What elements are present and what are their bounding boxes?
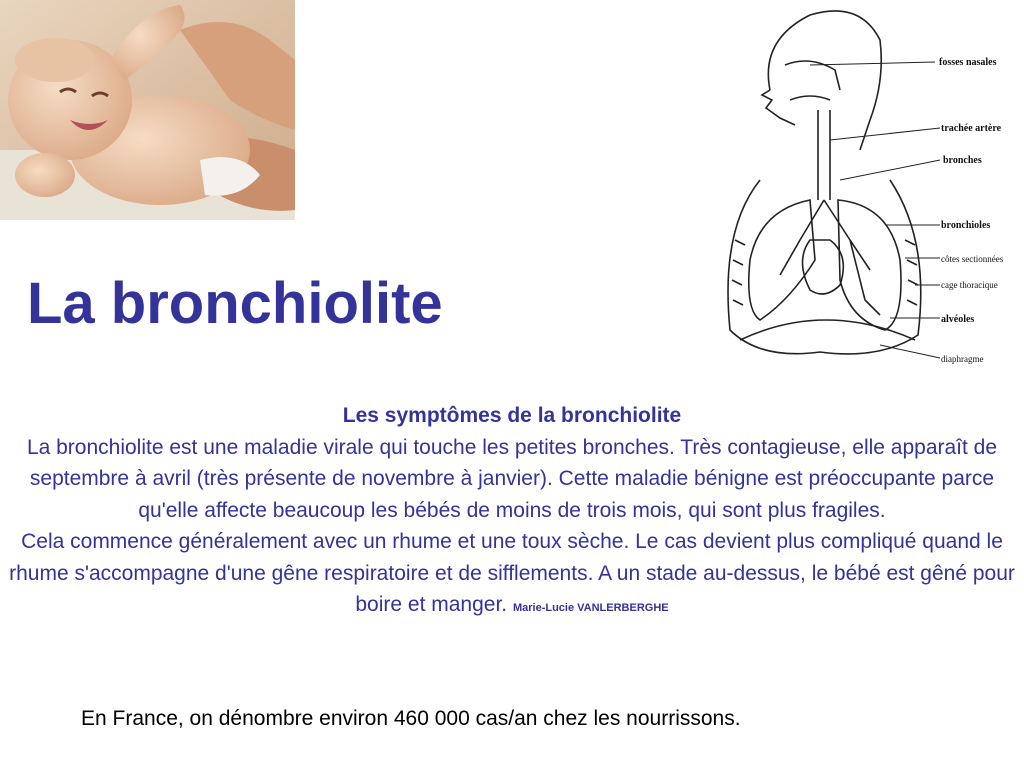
symptoms-paragraph-2 — [5, 526, 1019, 625]
heart — [803, 240, 844, 294]
label-diaphragme: diaphragme — [941, 354, 984, 364]
diaphragm-curve — [740, 320, 915, 340]
label-cage: cage thoracique — [941, 280, 998, 290]
head-outline — [768, 11, 881, 150]
respiratory-diagram-svg — [700, 0, 1024, 372]
label-cotes: côtes sectionnées — [941, 254, 1004, 264]
torso-outline — [728, 180, 921, 354]
symptoms-text-block — [5, 400, 1019, 625]
face-profile — [762, 90, 795, 125]
label-alveoles: alvéoles — [941, 314, 975, 325]
respiratory-diagram — [700, 0, 1024, 372]
baby-image — [0, 0, 295, 220]
leader-fosses — [810, 62, 935, 65]
lung-right — [838, 200, 901, 330]
bronchi-tree — [780, 200, 880, 315]
symptoms-paragraph-2-text: Cela commence généralement avec un rhume et une toux sèche. Le cas devient plus compliqué quand le rhume s'accompagne d'une gêne respiratoire et de sifflements. A un stade au-dessus, le bébé est gêné pour boire et manger. — [9, 530, 1015, 616]
mouth-cavity — [790, 96, 830, 100]
ribs — [732, 240, 918, 305]
slide-title: La bronchiolite — [27, 271, 443, 336]
footer-statistic: En France, on dénombre environ 460 000 cas/an chez les nourrissons. — [81, 707, 741, 730]
leader-diaphragme — [880, 345, 940, 358]
label-bronches: bronches — [943, 155, 982, 166]
symptoms-paragraph-1: La bronchiolite est une maladie virale qui touche les petites bronches. Très contagieuse, elle apparaît de septembre à avril (très présente de novembre à janvier). Cette maladie bénigne est préoccupante parce qu'elle affecte beaucoup les bébés de moins de trois mois, qui sont plus fragiles. — [26, 435, 998, 522]
author-signature: Marie-Lucie VANLERBERGHE — [512, 602, 669, 614]
label-trachee: trachée artère — [941, 123, 1002, 134]
lung-left — [749, 200, 815, 320]
leader-trachee — [830, 128, 940, 140]
label-bronchioles: bronchioles — [941, 220, 991, 231]
leader-bronches — [840, 160, 940, 180]
symptoms-heading: Les symptômes de la bronchiolite — [342, 404, 682, 427]
baby-photo — [0, 0, 295, 220]
label-fosses-nasales: fosses nasales — [939, 57, 997, 68]
